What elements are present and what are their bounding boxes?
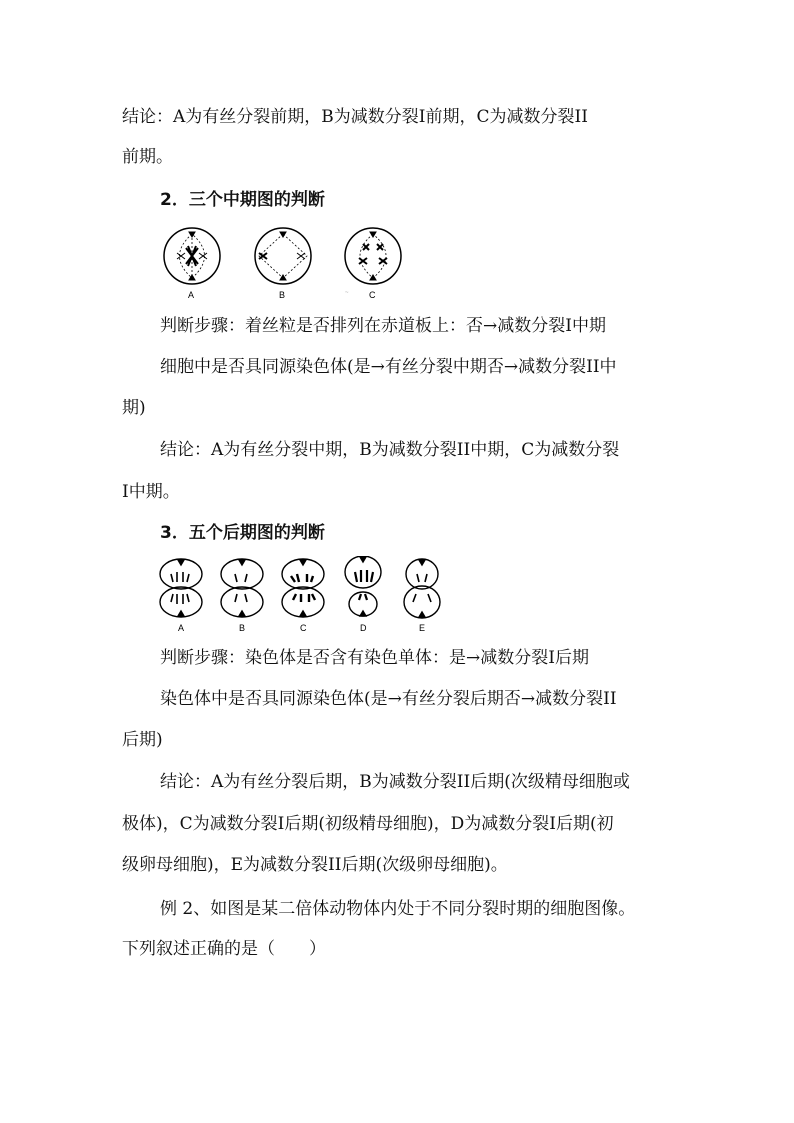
anaphase-figure: [155, 556, 455, 636]
metaphase-cell-c: [345, 228, 401, 284]
metaphase-label-c: C: [369, 290, 376, 300]
anaphase-cell-c: [282, 559, 324, 617]
example-2-question-end: 下列叙述正确的是（ ）: [122, 939, 326, 959]
anaphase-label-a: A: [178, 623, 185, 633]
step-anaphase-2: 染色体中是否具同源染色体(是→有丝分裂后期否→减数分裂II: [160, 689, 617, 709]
heading-anaphase: 3．五个后期图的判断: [160, 523, 325, 543]
metaphase-label-a: A: [188, 290, 195, 300]
metaphase-cell-b: [255, 228, 311, 284]
step-metaphase-2-end: 期): [122, 398, 146, 418]
metaphase-label-b: B: [279, 290, 286, 300]
step-metaphase-2: 细胞中是否具同源染色体(是→有丝分裂中期否→减数分裂II中: [160, 357, 617, 377]
anaphase-cell-e: [404, 559, 440, 618]
anaphase-cell-a: [160, 559, 202, 617]
step-anaphase-2-end: 后期): [122, 730, 163, 750]
metaphase-cell-a: [164, 228, 220, 284]
conclusion-anaphase-3: 级卵母细胞)，E为减数分裂II后期(次级卵母细胞)。: [122, 855, 508, 875]
conclusion-metaphase-end: Ⅰ中期。: [122, 482, 180, 502]
conclusion-anaphase-2: 极体)，C为减数分裂Ⅰ后期(初级精母细胞)，D为减数分裂Ⅰ后期(初: [122, 814, 614, 834]
conclusion-prophase-end: 前期。: [122, 147, 173, 167]
conclusion-anaphase: 结论：A为有丝分裂后期，B为减数分裂II后期(次级精母细胞或: [160, 772, 630, 792]
anaphase-label-d: D: [360, 623, 367, 633]
watermark-icon: ~: [345, 290, 349, 296]
anaphase-cell-b: [221, 559, 263, 617]
step-metaphase-1: 判断步骤：着丝粒是否排列在赤道板上：否→减数分裂Ⅰ中期: [160, 316, 606, 336]
metaphase-figure: [155, 222, 415, 302]
anaphase-label-e: E: [419, 623, 426, 633]
heading-metaphase: 2．三个中期图的判断: [160, 190, 325, 210]
anaphase-label-b: B: [239, 623, 246, 633]
anaphase-label-c: C: [300, 623, 307, 633]
conclusion-prophase: 结论：A为有丝分裂前期，B为减数分裂Ⅰ前期，C为减数分裂II: [122, 107, 588, 127]
step-anaphase-1: 判断步骤：染色体是否含有染色单体：是→减数分裂Ⅰ后期: [160, 648, 589, 668]
example-2-question: 例 2、如图是某二倍体动物体内处于不同分裂时期的细胞图像。: [160, 899, 636, 919]
conclusion-metaphase: 结论：A为有丝分裂中期，B为减数分裂II中期，C为减数分裂: [160, 440, 620, 460]
anaphase-cell-d: [345, 556, 381, 616]
